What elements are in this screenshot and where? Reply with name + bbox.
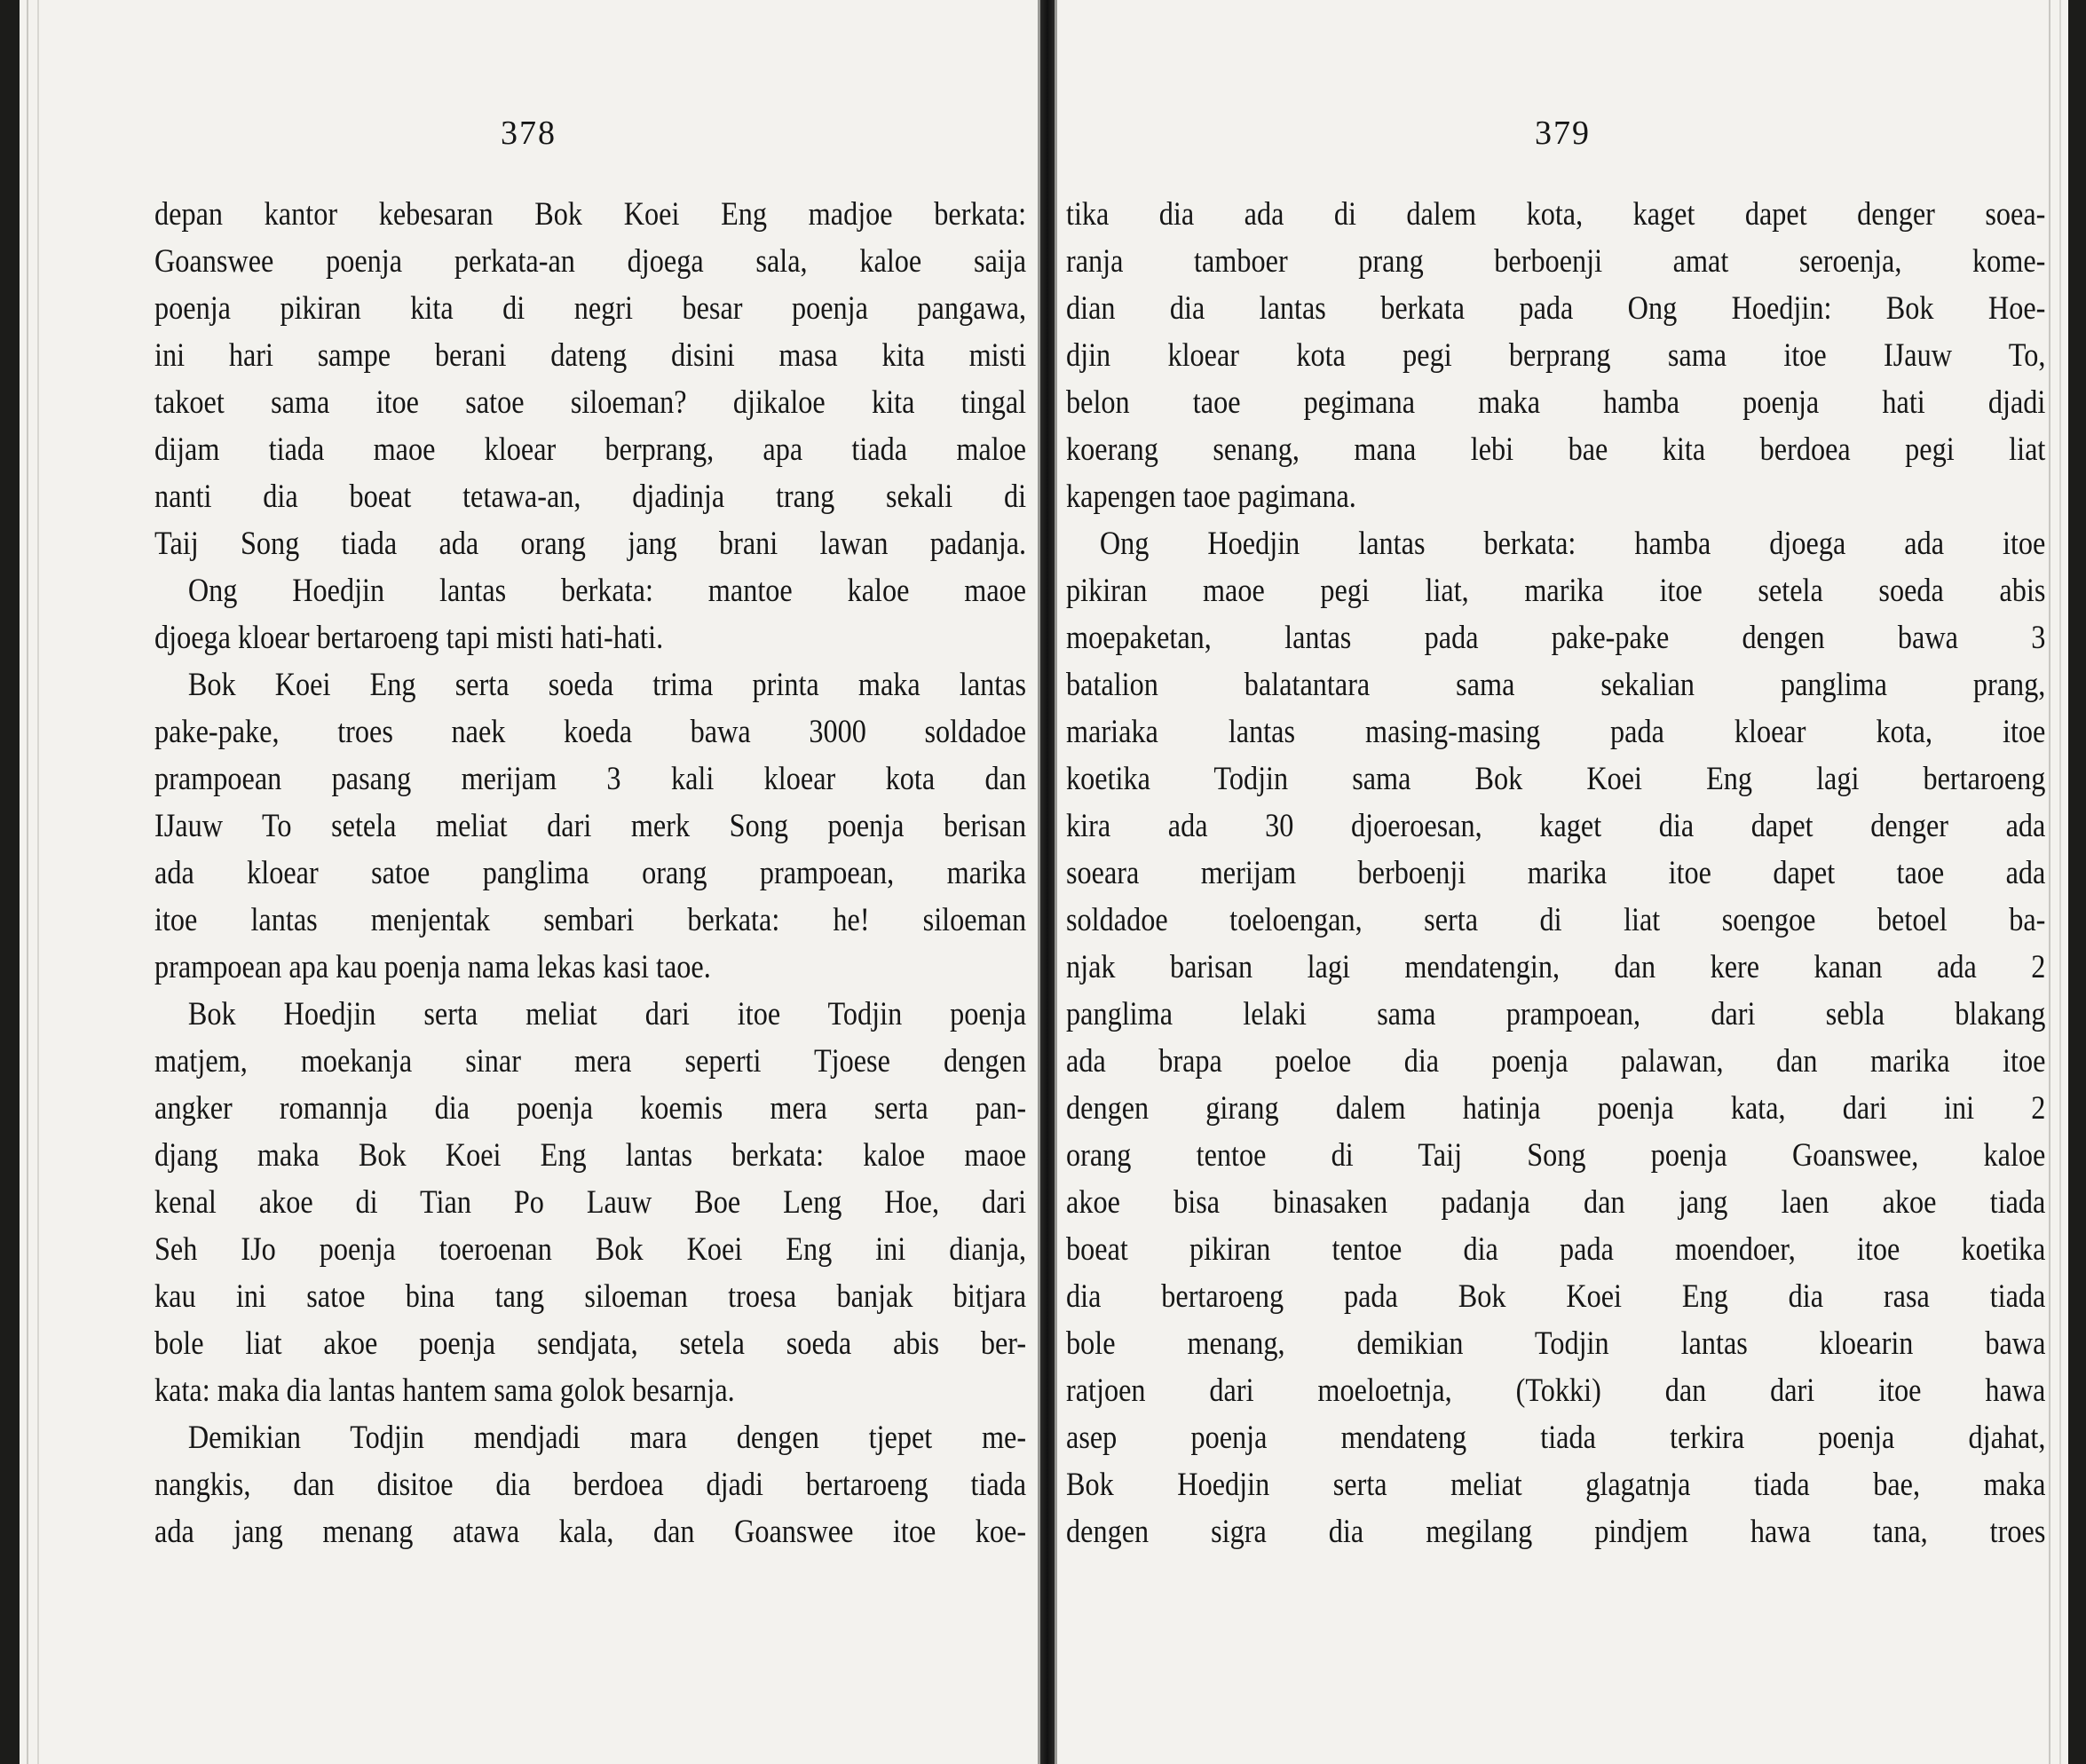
text-line: koetika Todjin sama Bok Koei Eng lagi bertaroeng — [1066, 761, 2046, 797]
text-line: Bok Hoedjin serta meliat dari itoe Todjin poenja — [187, 996, 1027, 1032]
text-line: belon taoe pegimana maka hamba poenja hati djadi — [1066, 384, 2046, 421]
text-line: Goanswee poenja perkata-an djoega sala, kaloe saija — [154, 243, 1027, 280]
text-line: djin kloear kota pegi berprang sama itoe IJauw To, — [1066, 337, 2046, 374]
text-line: kenal akoe di Tian Po Lauw Boe Leng Hoe, dari — [154, 1184, 1027, 1221]
text-line: ada jang menang atawa kala, dan Goanswee itoe koe- — [154, 1514, 1027, 1550]
text-line: bole liat akoe poenja sendjata, setela soeda abis ber- — [154, 1325, 1027, 1362]
page-edge — [2049, 0, 2061, 1764]
text-line: dengen sigra dia megilang pindjem hawa tana, troes — [1066, 1514, 2046, 1550]
text-line: takoet sama itoe satoe siloeman? djikaloe kita tingal — [154, 384, 1027, 421]
text-line: Demikian Todjin mendjadi mara dengen tjepet me- — [187, 1420, 1027, 1456]
text-line: Taij Song tiada ada orang jang brani lawan padanja. — [154, 526, 1027, 562]
text-line: djang maka Bok Koei Eng lantas berkata: kaloe maoe — [154, 1137, 1027, 1174]
text-line: pake-pake, troes naek koeda bawa 3000 soldadoe — [154, 714, 1027, 750]
text-line: ada brapa poeloe dia poenja palawan, dan marika itoe — [1066, 1043, 2046, 1080]
text-line: mariaka lantas masing-masing pada kloear kota, itoe — [1066, 714, 2046, 750]
text-line: depan kantor kebesaran Bok Koei Eng madjoe berkata: — [154, 196, 1027, 233]
text-line: kata: maka dia lantas hantem sama golok besarnja. — [154, 1372, 735, 1409]
text-line: Ong Hoedjin lantas berkata: mantoe kaloe maoe — [187, 573, 1027, 609]
text-line: pikiran maoe pegi liat, marika itoe setela soeda abis — [1066, 573, 2046, 609]
text-line: panglima lelaki sama prampoean, dari sebla blakang — [1066, 996, 2046, 1032]
text-line: Seh IJo poenja toeroenan Bok Koei Eng ini dianja, — [154, 1231, 1027, 1268]
text-line: bole menang, demikian Todjin lantas kloearin bawa — [1066, 1325, 2046, 1362]
text-line: ratjoen dari moeloetnja, (Tokki) dan dari itoe hawa — [1066, 1372, 2046, 1409]
book-gutter — [1040, 0, 1055, 1764]
text-line: prampoean pasang merijam 3 kali kloear kota dan — [154, 761, 1027, 797]
text-line: ranja tamboer prang berboenji amat seroenja, kome- — [1066, 243, 2046, 280]
page-number-left: 378 — [501, 115, 557, 152]
text-line: kira ada 30 djoeroesan, kaget dia dapet denger ada — [1066, 808, 2046, 844]
text-line: angker romannja dia poenja koemis mera serta pan- — [154, 1090, 1027, 1127]
text-line: moepaketan, lantas pada pake-pake dengen bawa 3 — [1066, 620, 2046, 656]
right-page — [1055, 0, 2068, 1764]
text-line: prampoean apa kau poenja nama lekas kasi taoe. — [154, 949, 711, 985]
text-line: akoe bisa binasaken padanja dan jang laen akoe tiada — [1066, 1184, 2046, 1221]
text-line: tika dia ada di dalem kota, kaget dapet denger soea- — [1066, 196, 2046, 233]
text-line: dia bertaroeng pada Bok Koei Eng dia rasa tiada — [1066, 1278, 2046, 1315]
text-line: orang tentoe di Taij Song poenja Goanswee, kaloe — [1066, 1137, 2046, 1174]
left-text-block — [154, 191, 1026, 1555]
text-line: kapengen taoe pagimana. — [1066, 479, 1356, 515]
text-line: nanti dia boeat tetawa-an, djadinja trang sekali di — [154, 479, 1027, 515]
text-line: dijam tiada maoe kloear berprang, apa tiada maloe — [154, 431, 1027, 468]
text-line: Ong Hoedjin lantas berkata: hamba djoega ada itoe — [1099, 526, 2046, 562]
left-page — [20, 0, 1040, 1764]
text-line: dian dia lantas berkata pada Ong Hoedjin: Bok Hoe- — [1066, 290, 2046, 327]
text-line: batalion balatantara sama sekalian panglima prang, — [1066, 667, 2046, 703]
text-line: ini hari sampe berani dateng disini masa kita misti — [154, 337, 1027, 374]
text-line: njak barisan lagi mendatengin, dan kere kanan ada 2 — [1066, 949, 2046, 985]
text-line: dengen girang dalem hatinja poenja kata, dari ini 2 — [1066, 1090, 2046, 1127]
text-line: ada kloear satoe panglima orang prampoean, marika — [154, 855, 1027, 891]
text-line: kau ini satoe bina tang siloeman troesa banjak bitjara — [154, 1278, 1027, 1315]
text-line: djoega kloear bertaroeng tapi misti hati-hati. — [154, 620, 664, 656]
text-line: itoe lantas menjentak sembari berkata: he! siloeman — [154, 902, 1027, 938]
text-line: nangkis, dan disitoe dia berdoea djadi bertaroeng tiada — [154, 1467, 1027, 1503]
text-line: Bok Koei Eng serta soeda trima printa maka lantas — [187, 667, 1027, 703]
page-edge — [27, 0, 39, 1764]
text-line: matjem, moekanja sinar mera seperti Tjoese dengen — [154, 1043, 1027, 1080]
text-line: poenja pikiran kita di negri besar poenja pangawa, — [154, 290, 1027, 327]
page-number-right: 379 — [1535, 115, 1591, 152]
text-line: boeat pikiran tentoe dia pada moendoer, itoe koetika — [1066, 1231, 2046, 1268]
text-line: IJauw To setela meliat dari merk Song poenja berisan — [154, 808, 1027, 844]
text-line: soeara merijam berboenji marika itoe dapet taoe ada — [1066, 855, 2046, 891]
text-line: Bok Hoedjin serta meliat glagatnja tiada bae, maka — [1066, 1467, 2046, 1503]
text-line: asep poenja mendateng tiada terkira poenja djahat, — [1066, 1420, 2046, 1456]
right-text-block — [1066, 191, 2045, 1555]
text-line: koerang senang, mana lebi bae kita berdoea pegi liat — [1066, 431, 2046, 468]
text-line: soldadoe toeloengan, serta di liat soengoe betoel ba- — [1066, 902, 2046, 938]
